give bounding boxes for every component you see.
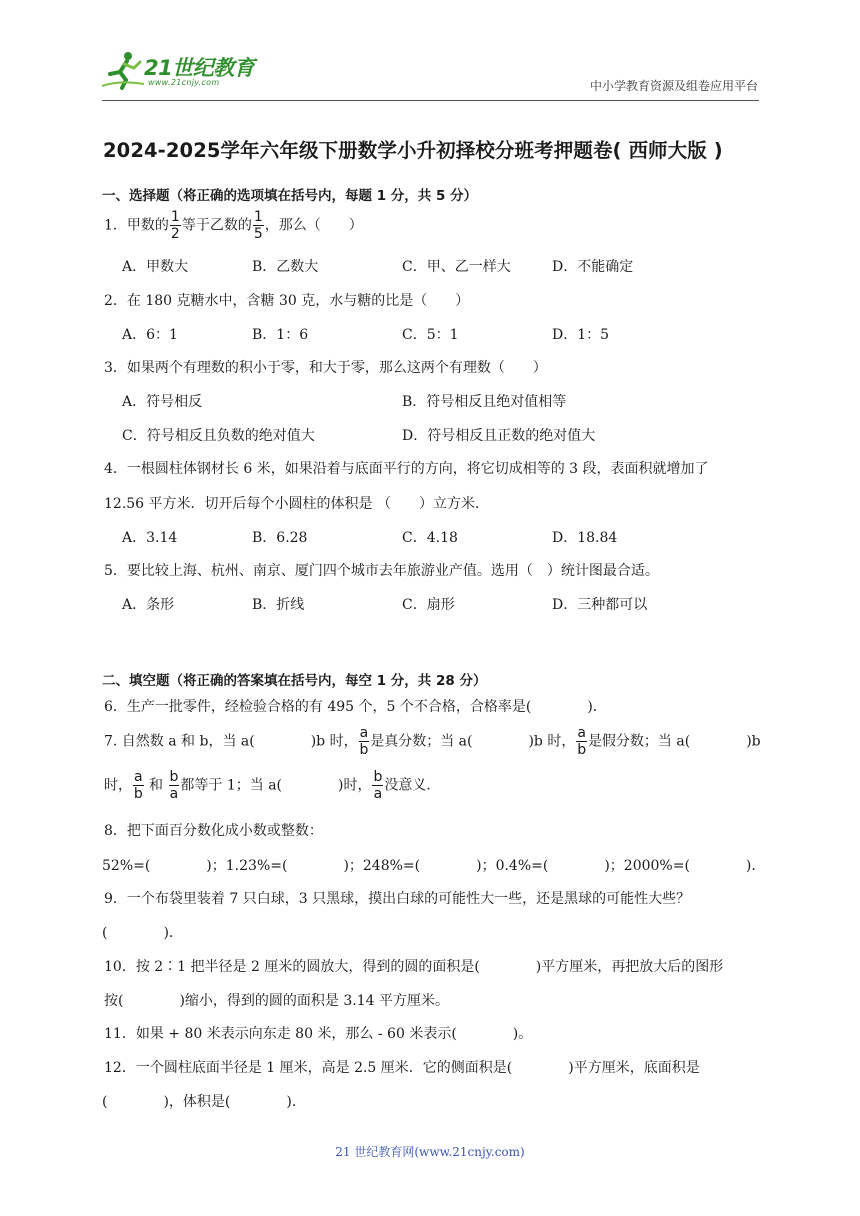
option-d: D．不能确定 bbox=[552, 259, 634, 275]
question-3: 3．如果两个有理数的积小于零，和大于零，那么这两个有理数（ ） bbox=[104, 360, 547, 376]
platform-label: 中小学教育资源及组卷应用平台 bbox=[589, 79, 758, 93]
option-a: A．6：1 bbox=[122, 327, 178, 343]
question-6: 6．生产一批零件，经检验合格的有 495 个，5 个不合格，合格率是( )． bbox=[104, 699, 607, 715]
fraction-one-fifth bbox=[253, 210, 264, 241]
q7-text-a: 7. 自然数 a 和 b，当 a( )b 时， bbox=[104, 733, 358, 750]
question-8-line-2: 52%=( )；1.23%=( )；248%=( )；0.4%=( )；2000%=( )． bbox=[102, 858, 766, 874]
option-b: B．1：6 bbox=[252, 327, 309, 343]
fraction-b-over-a bbox=[372, 770, 383, 801]
question-5: 5．要比较上海、杭州、南京、厦门四个城市去年旅游业产值。选用（ ）统计图最合适。 bbox=[104, 563, 659, 579]
fraction-numerator: b bbox=[169, 769, 179, 785]
q7-text-c: 是假分数；当 a( )b bbox=[587, 733, 761, 750]
option-a: A．甲数大 bbox=[122, 259, 189, 275]
question-4-line-2: 12.56 平方米．切开后每个小圆柱的体积是 （ ）立方米． bbox=[104, 496, 489, 512]
option-a: A．条形 bbox=[122, 597, 175, 613]
question-7-line-1 bbox=[104, 726, 761, 757]
fraction-denominator: b bbox=[133, 786, 143, 802]
option-a: A．符号相反 bbox=[122, 394, 203, 410]
header-divider bbox=[102, 100, 759, 101]
option-c: C．符号相反且负数的绝对值大 bbox=[122, 428, 315, 444]
option-b: B．乙数大 bbox=[252, 259, 319, 275]
option-c: C．4.18 bbox=[402, 530, 458, 546]
q1-text-b: 等于乙数的 bbox=[181, 217, 252, 234]
option-d: D．18.84 bbox=[552, 530, 618, 546]
fraction-denominator: 5 bbox=[253, 226, 263, 242]
option-d: D．符号相反且正数的绝对值大 bbox=[402, 428, 596, 444]
q1-text-a: 1．甲数的 bbox=[104, 217, 169, 234]
site-logo bbox=[100, 50, 260, 92]
fraction-a-over-b bbox=[576, 726, 587, 757]
logo-url: www.21cnjy.com bbox=[148, 78, 220, 87]
question-10-line-1: 10．按 2∶1 把半径是 2 厘米的圆放大，得到的圆的面积是( )平方厘米，再把放大后的图形 bbox=[104, 959, 724, 975]
option-d: D．三种都可以 bbox=[552, 597, 648, 613]
option-c: C．5：1 bbox=[402, 327, 459, 343]
footer-link[interactable]: 21 世纪教育网(www.21cnjy.com) bbox=[335, 1145, 525, 1159]
q7-text-g: 没意义． bbox=[384, 777, 441, 794]
fraction-a-over-b bbox=[359, 726, 370, 757]
option-b: B．符号相反且绝对值相等 bbox=[402, 394, 567, 410]
fraction-denominator: a bbox=[373, 786, 383, 802]
fraction-numerator: a bbox=[134, 769, 143, 785]
page-title: 2024-2025学年六年级下册数学小升初择校分班考押题卷( 西师大版 ) bbox=[103, 139, 723, 162]
section-heading-fill: 二、填空题（将正确的答案填在括号内，每空 1 分，共 28 分） bbox=[102, 673, 487, 689]
q7-text-e: 和 bbox=[149, 777, 164, 794]
fraction-numerator: 1 bbox=[170, 209, 180, 225]
option-c: C．甲、乙一样大 bbox=[402, 259, 511, 275]
question-10-line-2: 按( )缩小，得到的圆的面积是 3.14 平方厘米。 bbox=[104, 993, 449, 1009]
fraction-denominator: b bbox=[577, 742, 587, 758]
question-1 bbox=[104, 210, 363, 241]
q7-text-f: 都等于 1；当 a( )时， bbox=[180, 777, 372, 794]
fraction-denominator: b bbox=[359, 742, 369, 758]
question-12-line-2: ( )，体积是( )． bbox=[102, 1094, 306, 1110]
logo-brand: 21世纪教育 bbox=[144, 56, 255, 80]
fraction-numerator: a bbox=[577, 725, 586, 741]
fraction-b-over-a bbox=[169, 770, 180, 801]
question-4-line-1: 4．一根圆柱体钢材长 6 米，如果沿着与底面平行的方向，将它切成相等的 3 段，表面积就增加了 bbox=[104, 461, 709, 477]
option-b: B．折线 bbox=[252, 597, 305, 613]
question-9-line-2: ( )． bbox=[102, 925, 183, 941]
fraction-a-over-b bbox=[133, 770, 144, 801]
fraction-one-half bbox=[170, 210, 181, 241]
fraction-numerator: a bbox=[359, 725, 369, 741]
q7-text-b: 是真分数；当 a( )b 时， bbox=[370, 733, 576, 750]
fraction-denominator: 2 bbox=[170, 226, 180, 242]
section-heading-choice: 一、选择题（将正确的选项填在括号内，每题 1 分，共 5 分） bbox=[102, 188, 478, 204]
q1-text-c: ，那么（ ） bbox=[264, 217, 363, 234]
option-a: A．3.14 bbox=[122, 530, 178, 546]
option-b: B．6.28 bbox=[252, 530, 308, 546]
fraction-numerator: b bbox=[373, 769, 383, 785]
question-7-line-2 bbox=[104, 770, 440, 801]
question-12-line-1: 12．一个圆柱底面半径是 1 厘米，高是 2.5 厘米．它的侧面积是( )平方厘米，底面积是 bbox=[104, 1060, 700, 1076]
question-11: 11．如果 + 80 米表示向东走 80 米，那么 - 60 米表示( )。 bbox=[104, 1026, 533, 1042]
question-8-line-1: 8．把下面百分数化成小数或整数： bbox=[104, 823, 323, 839]
running-figure-icon bbox=[100, 50, 148, 92]
q7-text-d: 时， bbox=[104, 777, 132, 794]
question-9-line-1: 9．一个布袋里装着 7 只白球，3 只黑球，摸出白球的可能性大一些，还是黑球的可能性大些？ bbox=[104, 891, 691, 907]
option-c: C．扇形 bbox=[402, 597, 455, 613]
fraction-numerator: 1 bbox=[253, 209, 263, 225]
fraction-denominator: a bbox=[169, 786, 179, 802]
option-d: D．1：5 bbox=[552, 327, 610, 343]
question-2: 2．在 180 克糖水中，含糖 30 克，水与糖的比是（ ） bbox=[104, 293, 470, 309]
